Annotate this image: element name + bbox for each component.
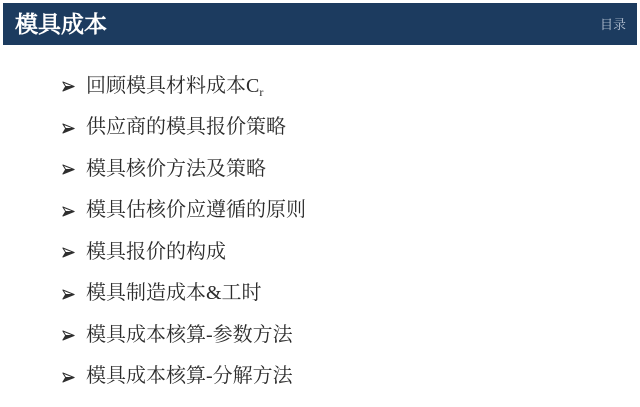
toc-corner-label: 目录 <box>599 16 626 32</box>
arrowhead-bullet-icon <box>61 370 76 385</box>
arrowhead-bullet-icon <box>61 162 76 177</box>
toc-item <box>61 273 306 315</box>
page-title: 模具成本 <box>15 11 107 37</box>
toc-item-label <box>86 366 293 386</box>
toc-item-text: 模具核价方法及策略 <box>86 157 266 180</box>
toc-item-label <box>86 242 226 262</box>
arrowhead-bullet-icon <box>61 204 76 219</box>
toc-item <box>61 231 306 273</box>
toc-item-text: 模具报价的构成 <box>86 240 226 263</box>
toc-item <box>61 356 306 398</box>
arrowhead-bullet-icon <box>61 328 76 343</box>
toc-list <box>61 65 306 397</box>
toc-item <box>61 65 306 107</box>
toc-item <box>61 190 306 232</box>
toc-item-label <box>86 117 286 137</box>
toc-item-label <box>86 159 266 179</box>
toc-item-label <box>86 74 264 99</box>
toc-item-text: 模具估核价应遵循的原则 <box>86 199 306 222</box>
toc-item <box>61 314 306 356</box>
arrowhead-bullet-icon <box>61 245 76 260</box>
arrowhead-bullet-icon <box>61 121 76 136</box>
arrowhead-bullet-icon <box>61 79 76 94</box>
title-bar <box>3 3 637 45</box>
toc-item-text: 模具成本核算-分解方法 <box>86 365 293 388</box>
toc-item <box>61 148 306 190</box>
toc-item-subscript: r <box>259 84 264 99</box>
toc-item <box>61 107 306 149</box>
toc-item-text: 模具制造成本&工时 <box>86 282 262 305</box>
toc-item-label <box>86 200 306 220</box>
toc-item-label <box>86 283 262 303</box>
toc-item-text: 供应商的模具报价策略 <box>86 116 286 139</box>
toc-item-text: 回顾模具材料成本C <box>86 74 260 97</box>
toc-item-text: 模具成本核算-参数方法 <box>86 323 293 346</box>
toc-item-label <box>86 325 293 345</box>
arrowhead-bullet-icon <box>61 287 76 302</box>
